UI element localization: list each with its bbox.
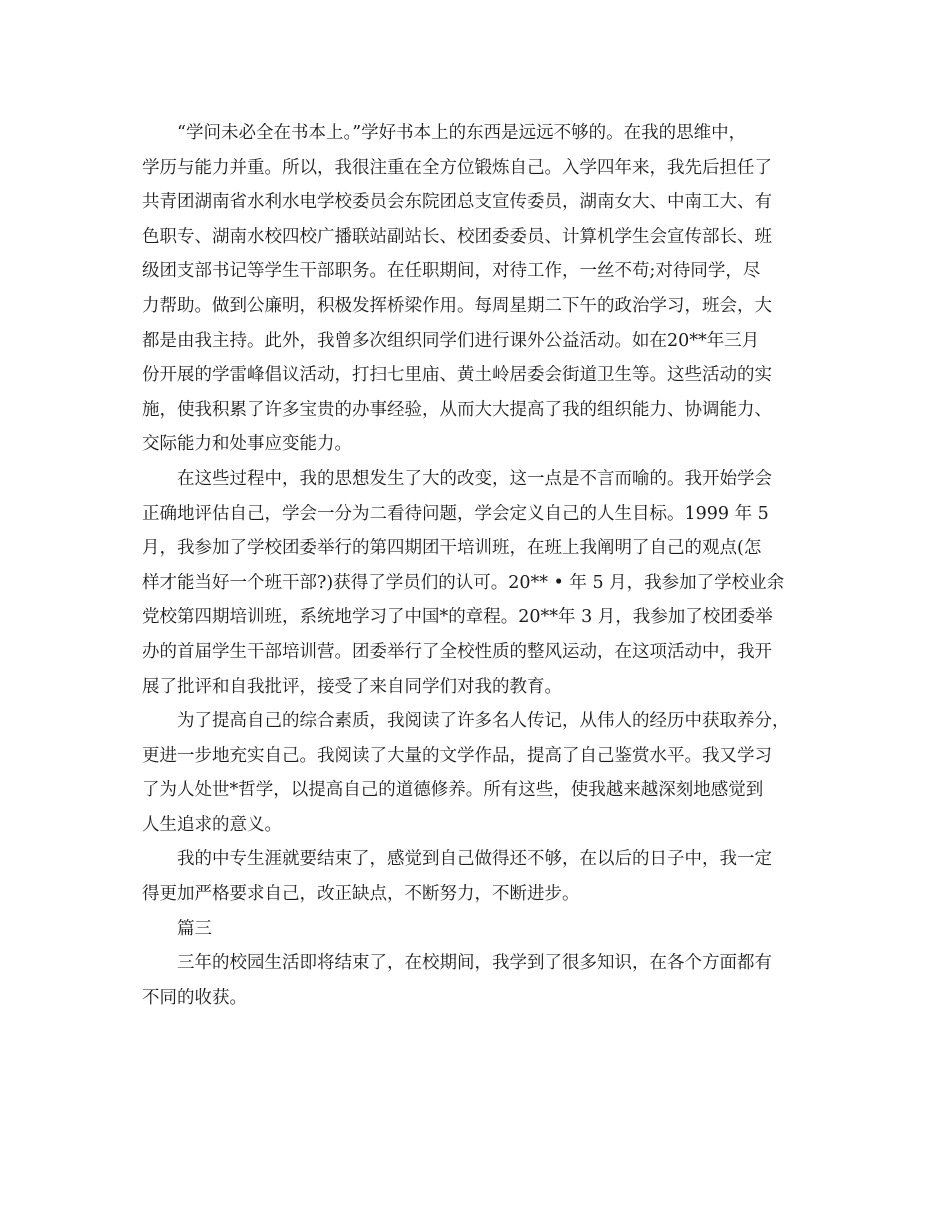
text-line: 学历与能力并重。所以，我很注重在全方位锻炼自己。入学四年来，我先后担任了 — [142, 157, 772, 178]
text-line: 交际能力和处事应变能力。 — [142, 434, 352, 455]
text-line: 共青团湖南省水利水电学校委员会东院团总支宣传委员，湖南女大、中南工大、有 — [142, 192, 772, 213]
text-line: 党校第四期培训班，系统地学习了中国*的章程。20**年 3 月，我参加了校团委举 — [142, 607, 773, 628]
text-line: 施，使我积累了许多宝贵的办事经验，从而大大提高了我的组织能力、协调能力、 — [142, 399, 772, 420]
text-line: 样才能当好一个班干部?)获得了学员们的认可。20** • 年 5 月，我参加了学校业余 — [142, 572, 785, 593]
text-line: 办的首届学生干部培训营。团委举行了全校性质的整风运动，在这项活动中，我开 — [142, 641, 772, 662]
text-line: 展了批评和自我批评，接受了来自同学们对我的教育。 — [142, 676, 562, 697]
text-line: 色职专、湖南水校四校广播联站副站长、校团委委员、计算机学生会宣传部长、班 — [142, 226, 772, 247]
text-line: 月，我参加了学校团委举行的第四期团干培训班，在班上我阐明了自己的观点(怎 — [142, 538, 762, 559]
text-line: 篇三 — [177, 918, 212, 939]
text-line: 更进一步地充实自己。我阅读了大量的文学作品，提高了自己鉴赏水平。我又学习 — [142, 745, 772, 766]
text-line: 份开展的学雷峰倡议活动，打扫七里庙、黄土岭居委会街道卫生等。这些活动的实 — [142, 365, 772, 386]
text-line: 三年的校园生活即将结束了，在校期间，我学到了很多知识，在各个方面都有 — [177, 953, 772, 974]
text-line: 人生追求的意义。 — [142, 814, 282, 835]
text-line: 正确地评估自己，学会一分为二看待问题，学会定义自己的人生目标。1999 年 5 — [142, 503, 769, 524]
text-line: 我的中专生涯就要结束了，感觉到自己做得还不够，在以后的日子中，我一定 — [177, 849, 772, 870]
text-line: 力帮助。做到公廉明，积极发挥桥梁作用。每周星期二下午的政治学习，班会，大 — [142, 295, 772, 316]
text-line: 在这些过程中，我的思想发生了大的改变，这一点是不言而喻的。我开始学会 — [177, 468, 772, 489]
text-line: 得更加严格要求自己，改正缺点，不断努力，不断进步。 — [142, 884, 580, 905]
text-line: 都是由我主持。此外，我曾多次组织同学们进行课外公益活动。如在20**年三月 — [142, 330, 760, 351]
text-line: 不同的收获。 — [142, 987, 247, 1008]
text-line: 为了提高自己的综合素质，我阅读了许多名人传记，从伟人的经历中获取养分， — [177, 711, 790, 732]
text-line: 了为人处世*哲学，以提高自己的道德修养。所有这些，使我越来越深刻地感觉到 — [142, 780, 764, 801]
document-body — [142, 116, 832, 1015]
text-line: 级团支部书记等学生干部职务。在任职期间，对待工作，一丝不苟;对待同学，尽 — [142, 261, 761, 282]
text-line: “学问未必全在书本上。”学好书本上的东西是远远不够的。在我的思维中， — [177, 123, 747, 143]
